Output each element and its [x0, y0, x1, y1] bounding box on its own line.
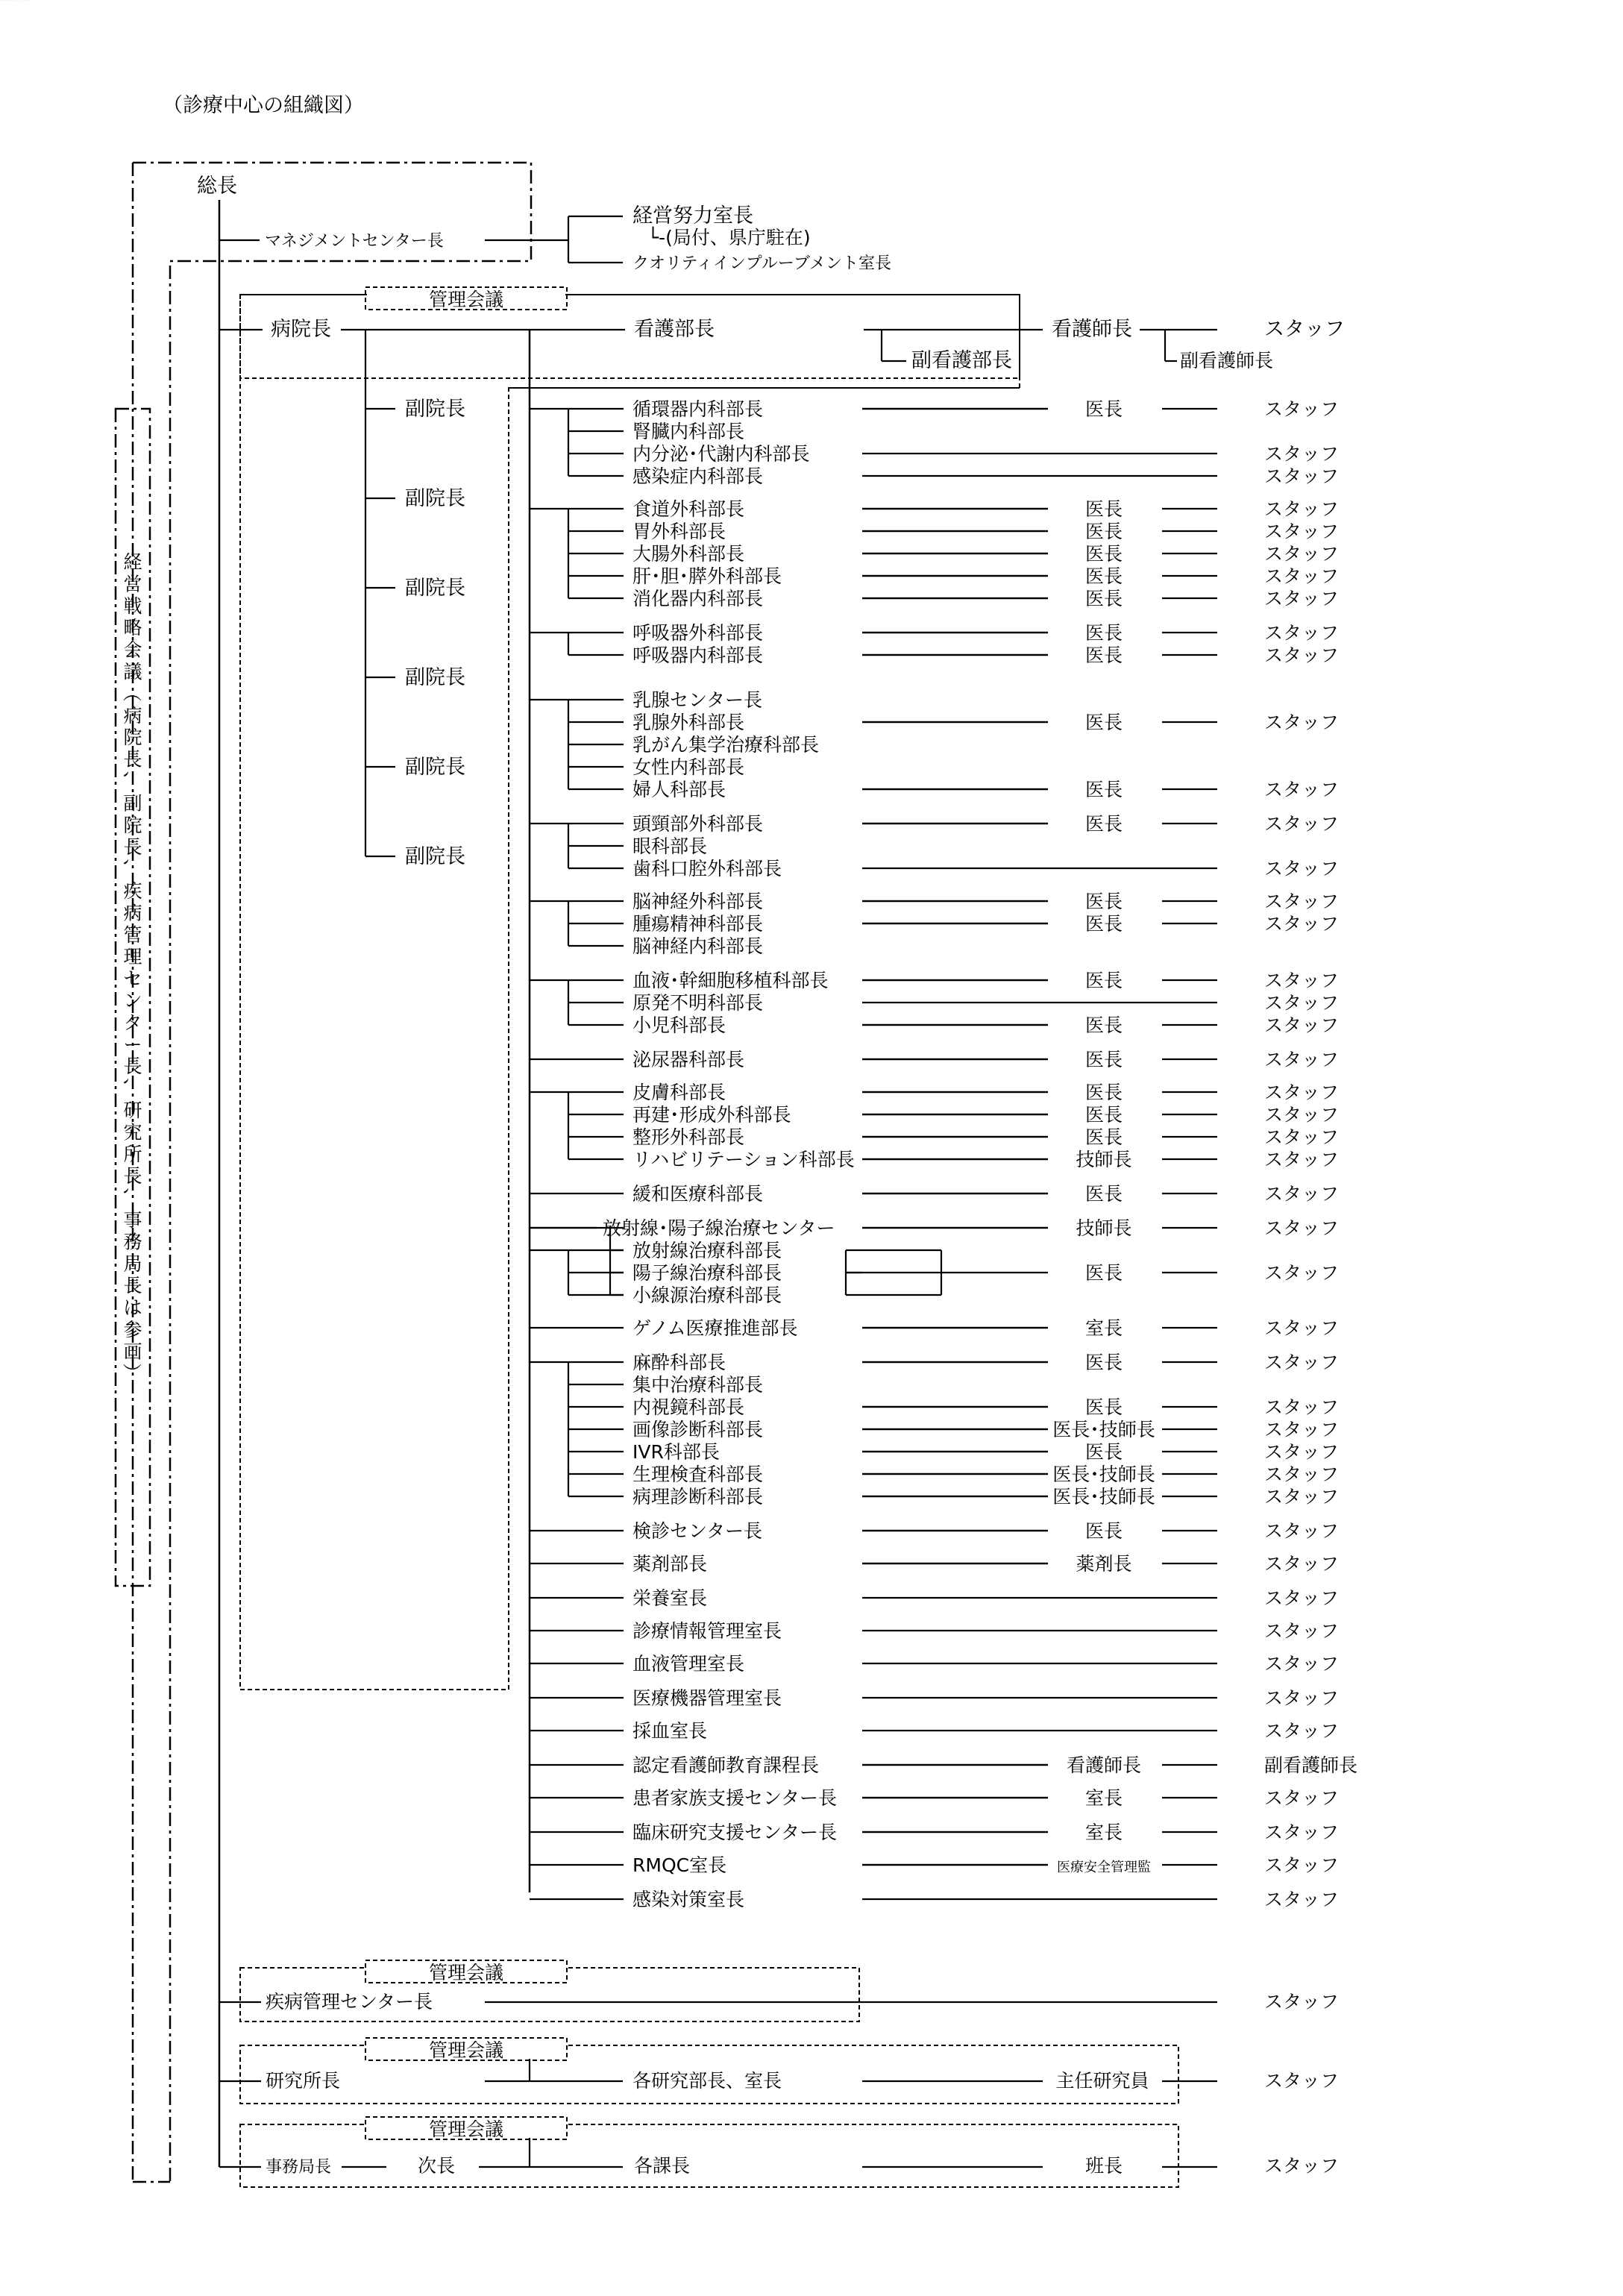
department-role: 医長 — [1084, 1049, 1123, 1070]
department-role: 医長 — [1084, 970, 1123, 991]
department-role: 医長 — [1084, 1082, 1123, 1103]
department-role: 医長 — [1084, 622, 1123, 644]
department-staff: スタッフ — [1264, 1352, 1340, 1373]
department-role: 医長 — [1084, 1520, 1123, 1542]
department-name: 病理診断科部長 — [632, 1486, 764, 1508]
strategy-meeting-char: 長 — [123, 1165, 142, 1188]
department-staff: スタッフ — [1264, 1520, 1340, 1542]
department-name: 泌尿器科部長 — [632, 1049, 745, 1070]
department-role: 医長･技師長 — [1052, 1464, 1155, 1485]
department-staff: スタッフ — [1264, 1317, 1340, 1339]
mgmt-meeting-label: 管理会議 — [428, 289, 504, 310]
department-name: 血液管理室長 — [632, 1653, 745, 1675]
vice-director-label: 副院長 — [405, 577, 465, 600]
strategy-meeting-char: 営 — [123, 573, 142, 595]
deputy-head-nurse-label: 副看護師長 — [1180, 350, 1274, 371]
department-role: 医長 — [1084, 813, 1123, 835]
department-role: 医長 — [1084, 891, 1123, 912]
department-name: 画像診断科部長 — [632, 1419, 764, 1440]
vice-director-label: 副院長 — [405, 487, 465, 510]
hospital-director-label: 病院長 — [271, 318, 331, 341]
strategy-meeting-char: 、 — [121, 1188, 142, 1207]
department-role: 医長 — [1084, 398, 1123, 420]
strategy-meeting-char: ー — [123, 1033, 142, 1056]
department-role: 医長･技師長 — [1052, 1486, 1155, 1508]
strategy-meeting-char: 長 — [123, 1275, 142, 1297]
strategy-meeting-char: 参 — [123, 1319, 142, 1340]
department-role: 医長 — [1084, 1396, 1123, 1418]
research-head-label: 研究所長 — [266, 2070, 341, 2092]
department-role: 医長 — [1084, 913, 1123, 935]
department-staff: スタッフ — [1264, 1049, 1340, 1070]
strategy-meeting-char: 長 — [123, 1056, 142, 1078]
department-name: 麻酔科部長 — [632, 1352, 726, 1373]
department-role: 医長 — [1084, 521, 1123, 542]
department-staff: スタッフ — [1264, 1587, 1340, 1609]
admin-head-label: 事務局長 — [266, 2158, 332, 2177]
department-name: 診療情報管理室長 — [632, 1620, 782, 1642]
admin-role-label: 班長 — [1084, 2155, 1123, 2177]
strategy-meeting-char: 、 — [121, 859, 142, 878]
hospital-mgmt-outline — [240, 295, 1020, 1690]
strategy-meeting-char: は — [123, 1296, 142, 1319]
department-role: 技師長 — [1076, 1149, 1132, 1170]
department-name: 放射線･陽子線治療センター — [603, 1217, 835, 1239]
department-staff: スタッフ — [1264, 1720, 1340, 1742]
department-name: 原発不明科部長 — [632, 992, 764, 1014]
department-staff: スタッフ — [1264, 891, 1340, 912]
strategy-meeting-char: （ — [121, 683, 142, 702]
department-role: 医長 — [1084, 1352, 1123, 1373]
department-name: 集中治療科部長 — [632, 1374, 764, 1396]
department-name: 内視鏡科部長 — [632, 1396, 745, 1418]
strategy-meeting-char: 会 — [123, 639, 142, 661]
department-role: 医長 — [1084, 1262, 1123, 1284]
department-staff: スタッフ — [1264, 712, 1340, 733]
strategy-meeting-char: 所 — [123, 1143, 142, 1165]
strategy-meeting-char: 疾 — [123, 880, 142, 902]
department-role: 室長 — [1084, 1317, 1123, 1339]
dashdot-strategy-right — [133, 163, 531, 2182]
strategy-meeting-char: 管 — [123, 923, 142, 946]
quality-improvement-label: クオリティインプルーブメント室長 — [632, 254, 891, 273]
department-staff: スタッフ — [1264, 1620, 1340, 1642]
department-name: 脳神経内科部長 — [632, 935, 764, 957]
department-staff: 副看護師長 — [1264, 1754, 1358, 1776]
vice-director-label: 副院長 — [405, 666, 465, 689]
department-name: 採血室長 — [632, 1720, 708, 1742]
strategy-meeting-char: 理 — [123, 946, 142, 968]
department-role: 医長･技師長 — [1052, 1419, 1155, 1440]
department-staff: スタッフ — [1264, 1822, 1340, 1843]
strategy-meeting-char: 議 — [123, 661, 142, 683]
department-name: 再建･形成外科部長 — [632, 1104, 791, 1126]
strategy-meeting-char: ） — [121, 1363, 142, 1382]
department-role: 医長 — [1084, 543, 1123, 565]
admin-sub-label: 各課長 — [634, 2155, 691, 2177]
department-name: 放射線治療科部長 — [632, 1240, 782, 1261]
admin-staff-label: スタッフ — [1264, 2155, 1340, 2177]
department-role: 医長 — [1084, 779, 1123, 800]
department-staff: スタッフ — [1264, 1889, 1340, 1910]
department-staff: スタッフ — [1264, 1486, 1340, 1508]
page-caption: （診療中心の組織図） — [163, 94, 364, 117]
department-name: 小線源治療科部長 — [632, 1285, 782, 1306]
admin-deputy-label: 次長 — [418, 2155, 456, 2177]
department-staff: スタッフ — [1264, 1854, 1340, 1876]
department-staff: スタッフ — [1264, 398, 1340, 420]
department-staff: スタッフ — [1264, 588, 1340, 609]
department-name: 臨床研究支援センター長 — [632, 1822, 838, 1843]
strategy-meeting-char: 略 — [123, 617, 142, 639]
department-name: 陽子線治療科部長 — [632, 1262, 782, 1284]
strategy-meeting-label: 経営戦略会議（病院長、副院長、疾病管理センター長、研究所長、事務局長は参画） — [0, 0, 28, 1]
department-name: 胃外科部長 — [632, 521, 726, 542]
strategy-meeting-char: 究 — [123, 1121, 142, 1144]
department-name: 血液･幹細胞移植科部長 — [632, 970, 829, 991]
department-name: 呼吸器外科部長 — [632, 622, 764, 644]
strategy-meeting-char: ン — [123, 990, 142, 1011]
department-name: 歯科口腔外科部長 — [632, 858, 782, 879]
department-staff: スタッフ — [1264, 1441, 1340, 1463]
department-name: 大腸外科部長 — [632, 543, 745, 565]
department-name: 内分泌･代謝内科部長 — [632, 443, 810, 465]
mgmt-meeting-label: 管理会議 — [428, 2118, 504, 2140]
department-staff: スタッフ — [1264, 1149, 1340, 1170]
nursing-chief-label: 看護部長 — [634, 318, 715, 341]
hospital-mgmt-box-top — [240, 295, 1020, 378]
nursing-staff-label: スタッフ — [1264, 318, 1345, 341]
department-staff: スタッフ — [1264, 521, 1340, 542]
strategy-meeting-char: タ — [123, 1011, 142, 1034]
department-staff: スタッフ — [1264, 1396, 1340, 1418]
department-name: 循環器内科部長 — [632, 398, 764, 420]
department-name: 眼科部長 — [632, 835, 708, 857]
department-name: 乳腺センター長 — [632, 689, 763, 711]
department-name: 乳腺外科部長 — [632, 712, 745, 733]
vice-director-label: 副院長 — [405, 398, 465, 421]
department-staff: スタッフ — [1264, 1464, 1340, 1485]
department-role: 医長 — [1084, 712, 1123, 733]
department-name: IVR科部長 — [632, 1441, 720, 1463]
strategy-meeting-char: 長 — [123, 836, 142, 859]
strategy-meeting-char: 戦 — [123, 595, 142, 617]
department-staff: スタッフ — [1264, 1553, 1340, 1575]
department-name: 生理検査科部長 — [632, 1464, 764, 1485]
department-name: 腎臓内科部長 — [632, 421, 745, 442]
department-name: 婦人科部長 — [632, 779, 726, 800]
department-role: 室長 — [1084, 1822, 1123, 1843]
department-staff: スタッフ — [1264, 1104, 1340, 1126]
management-effort-label: 経営努力室長 — [632, 204, 753, 228]
department-staff: スタッフ — [1264, 858, 1340, 879]
department-name: 頭頸部外科部長 — [632, 813, 764, 835]
department-role: 医長 — [1084, 498, 1123, 520]
department-name: 医療機器管理室長 — [632, 1687, 782, 1709]
department-name: 皮膚科部長 — [632, 1082, 726, 1103]
strategy-meeting-char: 務 — [123, 1231, 142, 1253]
department-name: RMQC室長 — [632, 1854, 727, 1876]
department-name: 腫瘍精神科部長 — [632, 913, 764, 935]
department-name: 患者家族支援センター長 — [632, 1787, 838, 1809]
strategy-meeting-char: セ — [123, 967, 142, 990]
president-label: 総長 — [197, 175, 237, 198]
department-name: 薬剤部長 — [632, 1553, 708, 1575]
department-name: ゲノム医療推進部長 — [632, 1317, 798, 1339]
research-role-label: 主任研究員 — [1055, 2070, 1149, 2092]
department-name: 認定看護師教育課程長 — [632, 1754, 820, 1776]
department-staff: スタッフ — [1264, 1687, 1340, 1709]
department-name: 女性内科部長 — [632, 756, 745, 778]
department-staff: スタッフ — [1264, 1787, 1340, 1809]
hospital-mgmt-box — [240, 295, 1020, 1690]
department-name: 緩和医療科部長 — [632, 1183, 764, 1205]
department-role: 医長 — [1084, 1183, 1123, 1205]
department-role: 看護師長 — [1066, 1754, 1142, 1776]
mgmt-meeting-label: 管理会議 — [428, 1962, 504, 1983]
department-staff: スタッフ — [1264, 565, 1340, 587]
department-staff: スタッフ — [1264, 1082, 1340, 1103]
department-role: 医長 — [1084, 588, 1123, 609]
department-staff: スタッフ — [1264, 779, 1340, 800]
department-staff: スタッフ — [1264, 1014, 1340, 1036]
department-name: 感染症内科部長 — [632, 465, 764, 487]
department-staff: スタッフ — [1264, 992, 1340, 1014]
department-staff: スタッフ — [1264, 913, 1340, 935]
head-nurse-label: 看護師長 — [1052, 318, 1132, 341]
strategy-meeting-char: 研 — [123, 1100, 142, 1121]
department-name: 乳がん集学治療科部長 — [632, 734, 820, 756]
department-staff: スタッフ — [1264, 543, 1340, 565]
strategy-meeting-char: 、 — [121, 1078, 142, 1097]
department-name: リハビリテーション科部長 — [632, 1149, 855, 1170]
department-role: 医療安全管理監 — [1057, 1860, 1151, 1875]
strategy-meeting-char: 病 — [123, 704, 142, 727]
department-role: 医長 — [1084, 1441, 1123, 1463]
department-role: 医長 — [1084, 644, 1123, 666]
mgmt-meeting-label: 管理会議 — [428, 2039, 504, 2061]
management-effort-note: └‐(局付、県庁駐在) — [647, 227, 811, 248]
strategy-meeting-char: 副 — [123, 792, 142, 815]
strategy-meeting-char: 病 — [123, 902, 142, 924]
department-role: 医長 — [1084, 565, 1123, 587]
department-name: 消化器内科部長 — [632, 588, 764, 609]
department-staff: スタッフ — [1264, 443, 1340, 465]
department-staff: スタッフ — [1264, 1262, 1340, 1284]
department-name: 感染対策室長 — [632, 1889, 745, 1910]
department-name: 呼吸器内科部長 — [632, 644, 764, 666]
management-center-label: マネジメントセンター長 — [265, 232, 444, 251]
department-staff: スタッフ — [1264, 498, 1340, 520]
department-staff: スタッフ — [1264, 1653, 1340, 1675]
department-role: 薬剤長 — [1076, 1553, 1132, 1575]
strategy-meeting-char: 長 — [123, 748, 142, 771]
department-name: 検診センター長 — [632, 1520, 763, 1542]
research-staff-label: スタッフ — [1264, 2070, 1340, 2092]
strategy-meeting-char: 事 — [123, 1209, 142, 1231]
strategy-meeting-char: 院 — [123, 727, 142, 749]
nursing-deputy-chief-label: 副看護部長 — [911, 349, 1012, 372]
strategy-meeting-char: 局 — [123, 1252, 142, 1275]
department-staff: スタッフ — [1264, 1183, 1340, 1205]
strategy-meeting-char: 画 — [123, 1340, 142, 1363]
research-sub-label: 各研究部長、室長 — [632, 2070, 782, 2092]
department-staff: スタッフ — [1264, 465, 1340, 487]
strategy-meeting-char: 院 — [123, 814, 142, 836]
strategy-meeting-char: 経 — [123, 551, 142, 573]
department-name: 脳神経外科部長 — [632, 891, 764, 912]
department-staff: スタッフ — [1264, 1126, 1340, 1148]
department-role: 医長 — [1084, 1126, 1123, 1148]
department-name: 整形外科部長 — [632, 1126, 745, 1148]
department-role: 医長 — [1084, 1014, 1123, 1036]
department-staff: スタッフ — [1264, 622, 1340, 644]
department-name: 栄養室長 — [632, 1587, 708, 1609]
department-name: 小児科部長 — [632, 1014, 726, 1036]
strategy-meeting-char: 、 — [121, 771, 142, 790]
department-staff: スタッフ — [1264, 1419, 1340, 1440]
department-role: 医長 — [1084, 1104, 1123, 1126]
department-staff: スタッフ — [1264, 970, 1340, 991]
disease-center-staff: スタッフ — [1264, 1991, 1340, 2013]
department-name: 食道外科部長 — [632, 498, 745, 520]
vice-director-label: 副院長 — [405, 845, 465, 868]
disease-center-label: 疾病管理センター長 — [266, 1991, 433, 2013]
department-staff: スタッフ — [1264, 813, 1340, 835]
department-staff: スタッフ — [1264, 644, 1340, 666]
vice-director-label: 副院長 — [405, 756, 465, 779]
department-role: 技師長 — [1076, 1217, 1132, 1239]
department-name: 肝･胆･膵外科部長 — [632, 565, 782, 587]
department-staff: スタッフ — [1264, 1217, 1340, 1239]
department-role: 室長 — [1084, 1787, 1123, 1809]
